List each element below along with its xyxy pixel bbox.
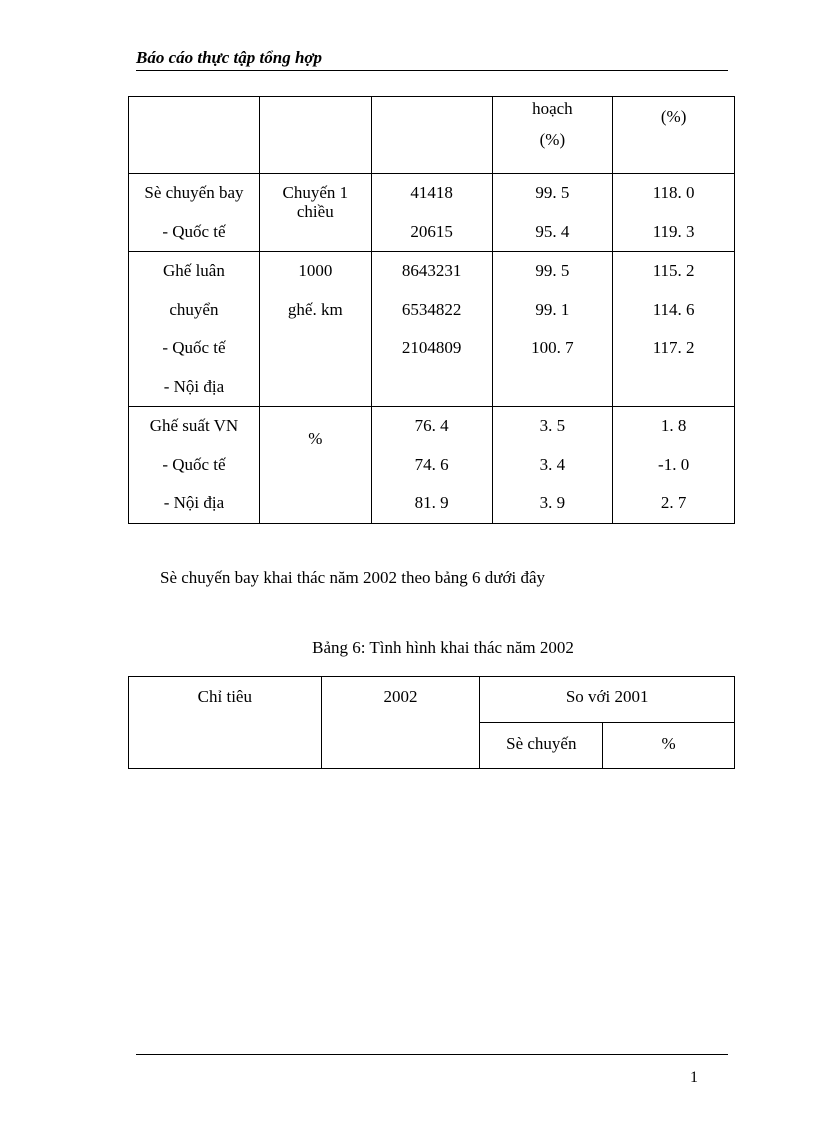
unit-cell: 1000 ghế. km bbox=[259, 252, 371, 407]
footer-rule bbox=[136, 1054, 728, 1055]
pct-cell: 115. 2 114. 6 117. 2 bbox=[613, 252, 735, 407]
subheader-cell-pct: % bbox=[603, 723, 735, 769]
indicator-cell: Sè chuyến bay - Quốc tế bbox=[129, 174, 260, 252]
header-rule bbox=[136, 70, 728, 71]
header-cell-pct: (%) bbox=[613, 97, 735, 174]
plan-pct-cell: 99. 5 99. 1 100. 7 bbox=[492, 252, 613, 407]
unit-cell: Chuyến 1 chiều bbox=[259, 174, 371, 252]
table-row bbox=[129, 252, 735, 407]
pct-cell: 1. 8 -1. 0 2. 7 bbox=[613, 407, 735, 524]
plan-pct-cell: 99. 5 95. 4 bbox=[492, 174, 613, 252]
header-cell-indicator: Chỉ tiêu bbox=[129, 677, 322, 769]
indicator-cell: Ghế suất VN - Quốc tế - Nội địa bbox=[129, 407, 260, 524]
header-cell-year: 2002 bbox=[321, 677, 480, 769]
indicator-cell: Ghế luân chuyển - Quốc tế - Nội địa bbox=[129, 252, 260, 407]
page-number: 1 bbox=[690, 1069, 698, 1086]
table-header-row bbox=[129, 97, 735, 174]
header-cell-empty bbox=[371, 97, 492, 174]
statistics-table bbox=[128, 96, 735, 524]
plan-pct-cell: 3. 5 3. 4 3. 9 bbox=[492, 407, 613, 524]
header-cell-empty bbox=[129, 97, 260, 174]
value-cell: 41418 20615 bbox=[371, 174, 492, 252]
pct-cell: 118. 0 119. 3 bbox=[613, 174, 735, 252]
header-cell-empty bbox=[259, 97, 371, 174]
body-paragraph: Sè chuyến bay khai thác năm 2002 theo bảng 6 dưới đây bbox=[160, 568, 546, 587]
header-cell-compare: So với 2001 bbox=[480, 677, 735, 723]
header-cell-plan: hoạch (%) bbox=[492, 97, 613, 174]
value-cell: 8643231 6534822 2104809 bbox=[371, 252, 492, 407]
subheader-cell-count: Sè chuyến bbox=[480, 723, 603, 769]
document-header-title: Báo cáo thực tập tổng hợp bbox=[136, 48, 323, 67]
operations-table bbox=[128, 676, 735, 769]
value-cell: 76. 4 74. 6 81. 9 bbox=[371, 407, 492, 524]
table-caption: Bảng 6: Tình hình khai thác năm 2002 bbox=[312, 638, 574, 657]
table-row bbox=[129, 174, 735, 252]
table-row bbox=[129, 407, 735, 524]
unit-cell: % bbox=[259, 407, 371, 524]
table-header-row bbox=[129, 677, 735, 723]
